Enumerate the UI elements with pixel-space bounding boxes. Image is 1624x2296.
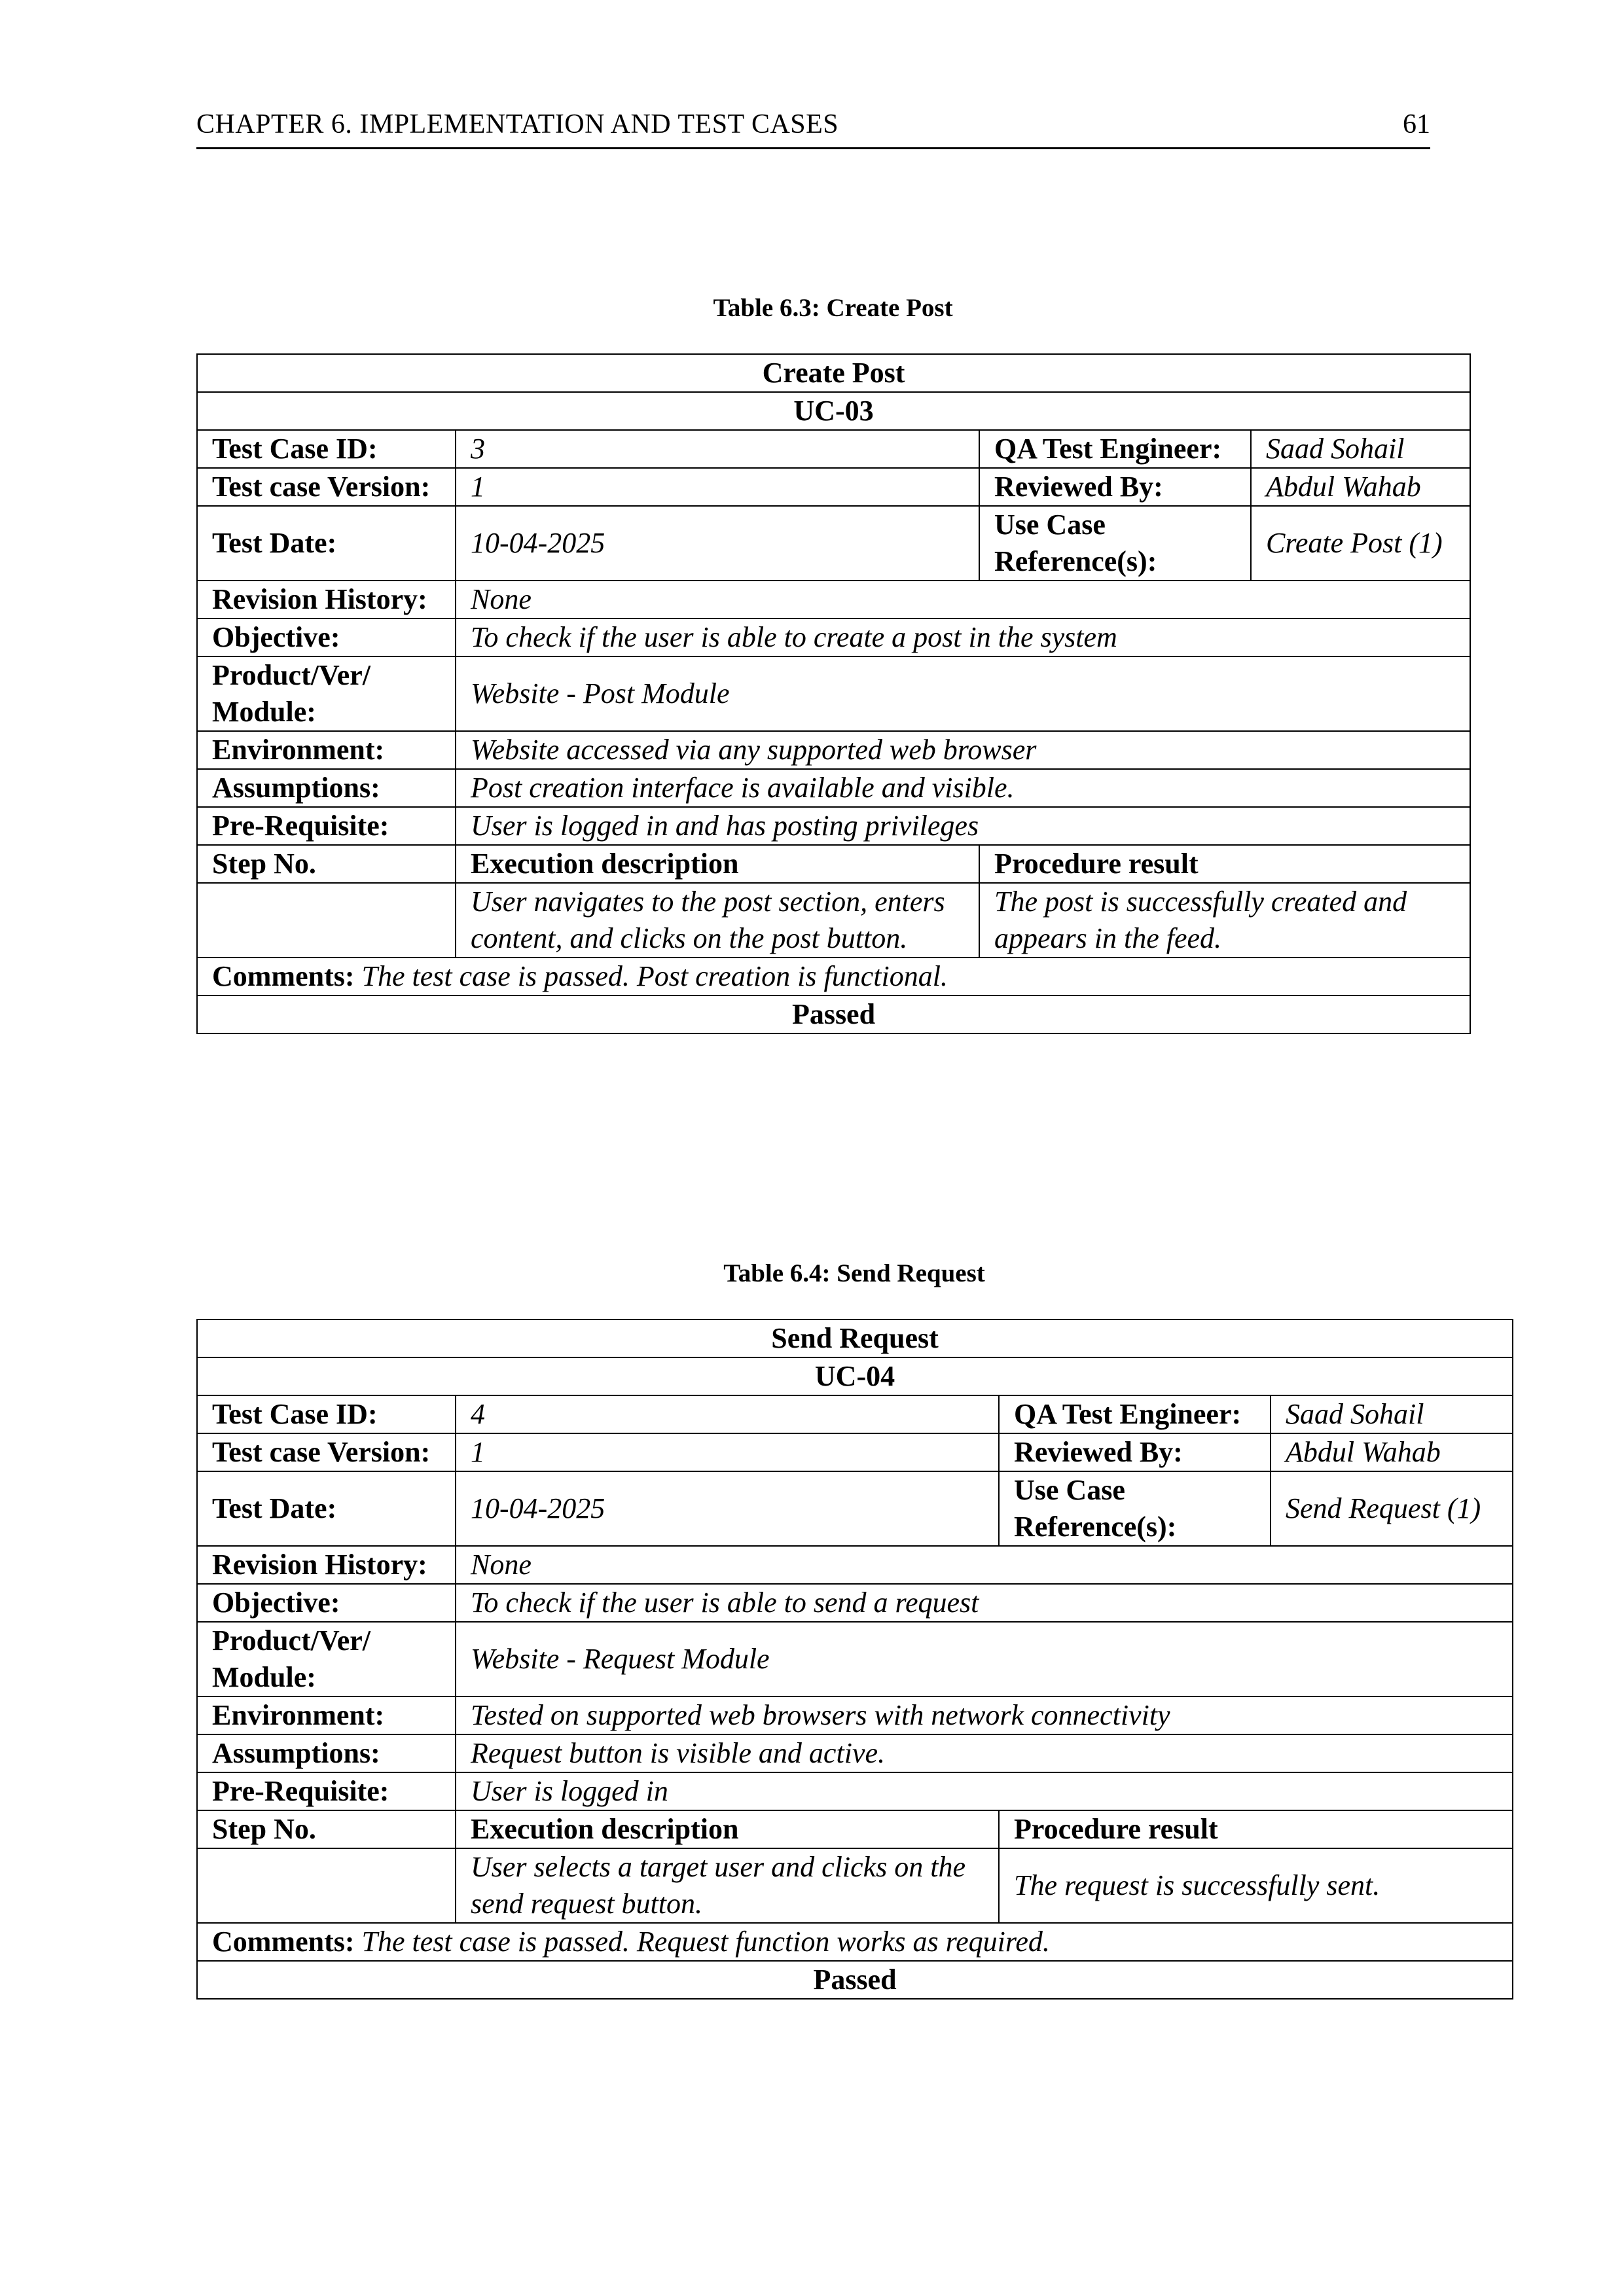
procedure-result: The post is successfully created and appears in the feed. — [979, 883, 1470, 958]
prerequisite: User is logged in and has posting privileges — [456, 807, 1470, 845]
label-test-case-id: Test Case ID: — [197, 430, 456, 468]
test-case-table — [196, 1319, 1513, 2000]
test-date: 10-04-2025 — [456, 506, 979, 581]
label-revision-history: Revision History: — [197, 581, 456, 619]
test-date: 10-04-2025 — [456, 1471, 999, 1546]
page-number: 61 — [1403, 109, 1430, 139]
label-execution: Execution description — [456, 845, 979, 883]
running-header — [196, 105, 1430, 149]
label-comments: Comments: — [212, 960, 355, 992]
step-no — [197, 1848, 456, 1923]
label-step-no: Step No. — [197, 1810, 456, 1848]
execution-description: User navigates to the post section, enters content, and clicks on the post button. — [456, 883, 979, 958]
environment: Website accessed via any supported web browser — [456, 731, 1470, 769]
label-reviewed-by: Reviewed By: — [999, 1433, 1271, 1471]
label-revision-history: Revision History: — [197, 1546, 456, 1584]
version: 1 — [456, 468, 979, 506]
table-title: Send Request — [197, 1319, 1513, 1357]
label-procedure: Procedure result — [979, 845, 1470, 883]
test-case-table — [196, 353, 1471, 1034]
qa-engineer: Saad Sohail — [1251, 430, 1470, 468]
test-case-id: 4 — [456, 1395, 999, 1433]
label-qa-engineer: QA Test Engineer: — [999, 1395, 1271, 1433]
label-use-case-ref: Use Case Reference(s): — [999, 1471, 1271, 1546]
label-assumptions: Assumptions: — [197, 1734, 456, 1772]
label-environment: Environment: — [197, 731, 456, 769]
label-prerequisite: Pre-Requisite: — [197, 1772, 456, 1810]
label-assumptions: Assumptions: — [197, 769, 456, 807]
comments: The test case is passed. Request function works as required. — [361, 1926, 1050, 1958]
objective: To check if the user is able to send a request — [456, 1584, 1513, 1622]
reviewed-by: Abdul Wahab — [1251, 468, 1470, 506]
comments-row — [197, 958, 1470, 996]
status-result: Passed — [197, 996, 1470, 1033]
environment: Tested on supported web browsers with network connectivity — [456, 1696, 1513, 1734]
label-reviewed-by: Reviewed By: — [979, 468, 1251, 506]
comments-row — [197, 1923, 1513, 1961]
execution-description: User selects a target user and clicks on the send request button. — [456, 1848, 999, 1923]
objective: To check if the user is able to create a post in the system — [456, 619, 1470, 656]
reviewed-by: Abdul Wahab — [1271, 1433, 1513, 1471]
prerequisite: User is logged in — [456, 1772, 1513, 1810]
version: 1 — [456, 1433, 999, 1471]
label-test-date: Test Date: — [197, 506, 456, 581]
assumptions: Post creation interface is available and visible. — [456, 769, 1470, 807]
label-test-case-id: Test Case ID: — [197, 1395, 456, 1433]
product: Website - Post Module — [456, 656, 1470, 731]
label-objective: Objective: — [197, 1584, 456, 1622]
step-no — [197, 883, 456, 958]
revision-history: None — [456, 1546, 1513, 1584]
label-comments: Comments: — [212, 1926, 355, 1958]
qa-engineer: Saad Sohail — [1271, 1395, 1513, 1433]
assumptions: Request button is visible and active. — [456, 1734, 1513, 1772]
use-case-id: UC-03 — [197, 392, 1470, 430]
label-execution: Execution description — [456, 1810, 999, 1848]
product: Website - Request Module — [456, 1622, 1513, 1696]
label-step-no: Step No. — [197, 845, 456, 883]
label-environment: Environment: — [197, 1696, 456, 1734]
label-product: Product/Ver/ Module: — [197, 656, 456, 731]
revision-history: None — [456, 581, 1470, 619]
comments: The test case is passed. Post creation is functional. — [361, 960, 948, 992]
label-test-date: Test Date: — [197, 1471, 456, 1546]
use-case-id: UC-04 — [197, 1357, 1513, 1395]
test-case-id: 3 — [456, 430, 979, 468]
label-procedure: Procedure result — [999, 1810, 1513, 1848]
procedure-result: The request is successfully sent. — [999, 1848, 1513, 1923]
status-result: Passed — [197, 1961, 1513, 1999]
table-title: Create Post — [197, 354, 1470, 392]
label-qa-engineer: QA Test Engineer: — [979, 430, 1251, 468]
table-caption: Table 6.3: Create Post — [713, 294, 953, 322]
table-caption: Table 6.4: Send Request — [723, 1259, 985, 1287]
label-objective: Objective: — [197, 619, 456, 656]
label-prerequisite: Pre-Requisite: — [197, 807, 456, 845]
use-case-ref: Send Request (1) — [1271, 1471, 1513, 1546]
label-use-case-ref: Use Case Reference(s): — [979, 506, 1251, 581]
label-version: Test case Version: — [197, 468, 456, 506]
use-case-ref: Create Post (1) — [1251, 506, 1470, 581]
chapter-title: CHAPTER 6. IMPLEMENTATION AND TEST CASES — [196, 109, 839, 139]
label-version: Test case Version: — [197, 1433, 456, 1471]
label-product: Product/Ver/ Module: — [197, 1622, 456, 1696]
